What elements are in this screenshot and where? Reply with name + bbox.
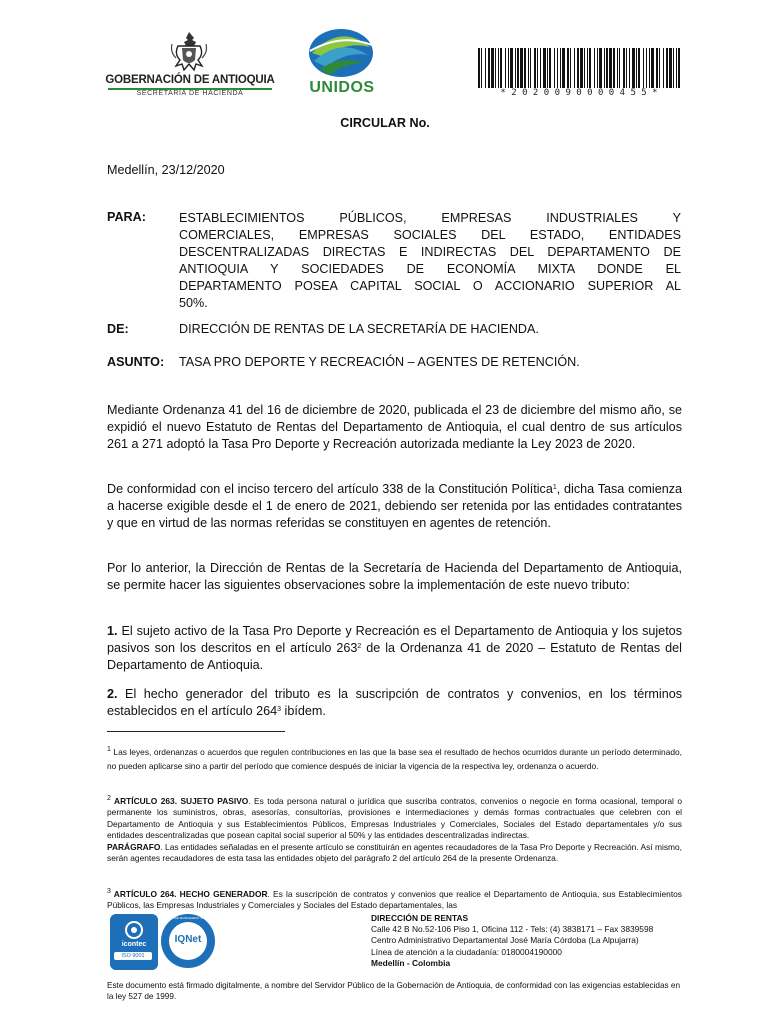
barcode-bar [629, 48, 630, 88]
footnote-1-number: 1 [107, 746, 111, 753]
barcode-bar [613, 48, 615, 88]
para-line: COMERCIALES, EMPRESAS SOCIALES DEL ESTADO, ENTIDADES [179, 228, 681, 242]
footnote-2 [107, 796, 682, 864]
barcode-bar [599, 48, 602, 88]
footnote-3-title: ARTÍCULO 264. HECHO GENERADOR [110, 889, 268, 899]
barcode-bar [609, 48, 612, 88]
barcode-bar [606, 48, 608, 88]
barcode-bar [632, 48, 635, 88]
barcode-icon [476, 48, 682, 88]
gov-name: GOBERNACIÓN DE ANTIOQUIA [105, 74, 275, 86]
coat-of-arms-icon [166, 30, 212, 74]
barcode-bar [643, 48, 644, 88]
barcode-bar [562, 48, 565, 88]
barcode-bar [636, 48, 637, 88]
footnote-2-paragraph-title: PARÁGRAFO [107, 841, 161, 852]
barcode [476, 48, 682, 100]
barcode-bar [676, 48, 677, 88]
unidos-emblem-icon [306, 27, 376, 79]
barcode-bar [488, 48, 490, 88]
iso-label: ISO 9001 [114, 952, 152, 960]
paragraph-4-text-a: El sujeto activo de la Tasa Pro Deporte y Recreación es el Departamento de Antioquia y los sujetos pasivos son los descritos en el artículo 263 [107, 624, 682, 655]
barcode-bar [669, 48, 672, 88]
paragraph-5-text-b: ibídem. [281, 704, 326, 718]
barcode-bar [547, 48, 548, 88]
barcode-bar [481, 48, 482, 88]
barcode-bar [557, 48, 558, 88]
barcode-bar [534, 48, 536, 88]
barcode-bar [495, 48, 496, 88]
barcode-bar [646, 48, 647, 88]
barcode-bar [626, 48, 627, 88]
barcode-bar [478, 48, 480, 88]
unidos-logo [296, 27, 388, 99]
barcode-bar [570, 48, 571, 88]
footnote-ref-3: 3 [277, 706, 282, 713]
footnote-ref-1: 1 [552, 484, 557, 491]
footnote-1 [107, 745, 682, 773]
barcode-bar [560, 48, 561, 88]
para-line: DESCENTRALIZADAS DIRECTAS E INDIRECTAS DEL DEPARTAMENTO DE [179, 245, 681, 259]
footnote-3 [107, 889, 682, 912]
item-number-1: 1. [107, 624, 118, 638]
address-line: Centro Administrativo Departamental José María Córdoba (La Alpujarra) [371, 935, 639, 946]
barcode-bar [656, 48, 658, 88]
iqnet-cert-label: CERTIFIED MANAGEMENT SYSTEM [164, 917, 212, 920]
de-value: DIRECCIÓN DE RENTAS DE LA SECRETARÍA DE HACIENDA. [179, 322, 539, 336]
barcode-bar [515, 48, 516, 88]
barcode-bar [619, 48, 620, 88]
icontec-icon [120, 920, 148, 940]
paragraph-4-text-b: de la Ordenanza 41 de 2020 – Estatuto de Rentas del Departamento de Antioquia. [107, 641, 682, 672]
address-block [371, 913, 691, 969]
barcode-bar [530, 48, 531, 88]
barcode-bar [638, 48, 640, 88]
paragraph-4 [107, 623, 682, 674]
item-number-2: 2. [107, 687, 118, 701]
barcode-bar [540, 48, 541, 88]
barcode-bar [520, 48, 523, 88]
barcode-bar [577, 48, 579, 88]
para-line: ESTABLECIMIENTOS PÚBLICOS, EMPRESAS INDUSTRIALES Y [179, 211, 681, 225]
address-line: Línea de atención a la ciudadanía: 0180004190000 [371, 946, 562, 957]
barcode-bar [651, 48, 654, 88]
barcode-bar [485, 48, 486, 88]
barcode-bar [649, 48, 650, 88]
barcode-bar [498, 48, 499, 88]
footnote-2-number: 2 [107, 795, 111, 802]
digital-signature-disclaimer: Este documento está firmado digitalmente, a nombre del Servidor Público de la Gobernación de Antioquia, de conformidad con las exigencias establecidas en la ley 527 de 1999. [107, 981, 681, 1002]
footnote-2-paragraph-text: . Las entidades señaladas en el presente artículo se constituirán en agentes recaudadores de la Tasa Pro Deporte y Recreación. Así mismo, serán agentes recaudadores de esta tasa las entidades objeto del parágrafo 2 del artículo 264 de la presente Ordenanza. [107, 841, 682, 864]
barcode-bar [678, 48, 680, 88]
barcode-bar [508, 48, 509, 88]
address-city: Medellín - Colombia [371, 957, 451, 968]
barcode-bar [587, 48, 588, 88]
barcode-bar [666, 48, 668, 88]
barcode-bar [659, 48, 660, 88]
barcode-bar [589, 48, 591, 88]
barcode-bar [517, 48, 519, 88]
barcode-bar [543, 48, 546, 88]
barcode-bar [549, 48, 551, 88]
barcode-bar [584, 48, 585, 88]
footnote-1-text: Las leyes, ordenanzas o acuerdos que regulen contribuciones en las que la base sea el resultado de hechos ocurridos durante un período determinado, no pueden aplicarse sino a partir del período que comience después de iniciar la vigencia de la respectiva ley, ordenanza o acuerdo. [107, 747, 682, 771]
paragraph-2 [107, 481, 682, 532]
barcode-bar [524, 48, 526, 88]
de-label: DE: [107, 322, 129, 336]
asunto-value: TASA PRO DEPORTE Y RECREACIÓN – AGENTES DE RETENCIÓN. [179, 355, 580, 369]
barcode-bar [604, 48, 605, 88]
barcode-bar [567, 48, 569, 88]
barcode-bar [528, 48, 529, 88]
paragraph-2-text-b: , dicha Tasa comienza a hacerse exigible desde el 1 de enero de 2021, debiendo ser retenida por las entidades contratantes y que en virtud de las normas referidas se constituyen en agentes de retención. [107, 482, 682, 530]
footnote-2-title: ARTÍCULO 263. SUJETO PASIVO [110, 796, 249, 806]
barcode-bar [597, 48, 598, 88]
unidos-wordmark: UNIDOS [309, 79, 375, 96]
paragraph-5 [107, 686, 682, 720]
barcode-bar [500, 48, 502, 88]
gov-sub: SECRETARÍA DE HACIENDA [136, 90, 244, 97]
barcode-bar [505, 48, 506, 88]
circular-title: CIRCULAR No. [340, 116, 430, 130]
para-line: ANTIOQUIA Y SOCIEDADES DE ECONOMÍA MIXTA DONDE EL [179, 262, 681, 276]
iqnet-badge [161, 914, 215, 968]
footnote-2-text: . Es toda persona natural o jurídica que suscriba contratos, convenios o negocie en forma ocasional, temporal o permanente los suministros, obras, asesorías, consultorías, provisiones e intermediaciones y demás formas contractuales que celebren con el Departamento de Antioquia y sus Establecimientos Públicos, Empresas Industriales y Comerciales, Sociales del Estado departamentales y/o sus entidades descentralizadas que posean capital social superior al 50% y las entidades descentralizadas indirectas. [107, 796, 682, 841]
icontec-label: icontec [121, 941, 147, 948]
barcode-bar [594, 48, 595, 88]
asunto-label: ASUNTO: [107, 355, 165, 369]
barcode-bar [663, 48, 664, 88]
icontec-badge [110, 914, 158, 970]
barcode-bar [554, 48, 555, 88]
para-label: PARA: [107, 210, 146, 224]
barcode-bar [580, 48, 583, 88]
barcode-bar [574, 48, 575, 88]
para-line: 50%. [179, 296, 208, 310]
footnote-3-text: . Es la suscripción de contratos y convenios que realice el Departamento de Antioquia, sus Establecimientos Públicos, las Empresas Industriales y Comerciales y Sociales del Estado departamentales, las [107, 889, 682, 911]
address-title: DIRECCIÓN DE RENTAS [371, 913, 469, 923]
address-line: Calle 42 B No.52-106 Piso 1, Oficina 112 - Tels: (4) 3838171 – Fax 3839598 [371, 924, 654, 935]
barcode-text: * 2 0 2 0 0 9 0 0 0 0 4 5 5 * [500, 88, 658, 98]
barcode-bar [510, 48, 513, 88]
barcode-bar [617, 48, 618, 88]
barcode-bar [537, 48, 538, 88]
paragraph-2-text-a: De conformidad con el inciso tercero del artículo 338 de la Constitución Política [107, 482, 553, 496]
footnote-ref-2: 2 [357, 643, 362, 650]
iqnet-label: IQNet [174, 934, 202, 945]
footnote-divider [107, 731, 285, 732]
paragraph-5-text-a: El hecho generador del tributo es la suscripción de contratos y convenios, en los términos establecidos en el artículo 264 [107, 687, 682, 718]
footnote-3-number: 3 [107, 888, 111, 895]
paragraph-1: Mediante Ordenanza 41 del 16 de diciembre de 2020, publicada el 23 de diciembre del mismo año, se expidió el nuevo Estatuto de Rentas del Departamento de Antioquia, el cual dentro de sus artículos 261 a 271 adoptó la Tasa Pro Deporte y Recreación autorizada mediante la Ley 2023 de 2020. [107, 403, 682, 451]
barcode-bar [623, 48, 625, 88]
gobernacion-logo [104, 30, 276, 100]
barcode-bar [491, 48, 494, 88]
para-line: DEPARTAMENTO POSEA CAPITAL SOCIAL O ACCIONARIO SUPERIOR AL [179, 279, 681, 293]
paragraph-3: Por lo anterior, la Dirección de Rentas de la Secretaría de Hacienda del Departamento de Antioquia, se permite hacer las siguientes observaciones sobre la implementación de este nuevo tributo: [107, 561, 682, 592]
para-recipients [179, 210, 681, 312]
barcode-bar [673, 48, 674, 88]
date-line: Medellín, 23/12/2020 [107, 163, 225, 177]
